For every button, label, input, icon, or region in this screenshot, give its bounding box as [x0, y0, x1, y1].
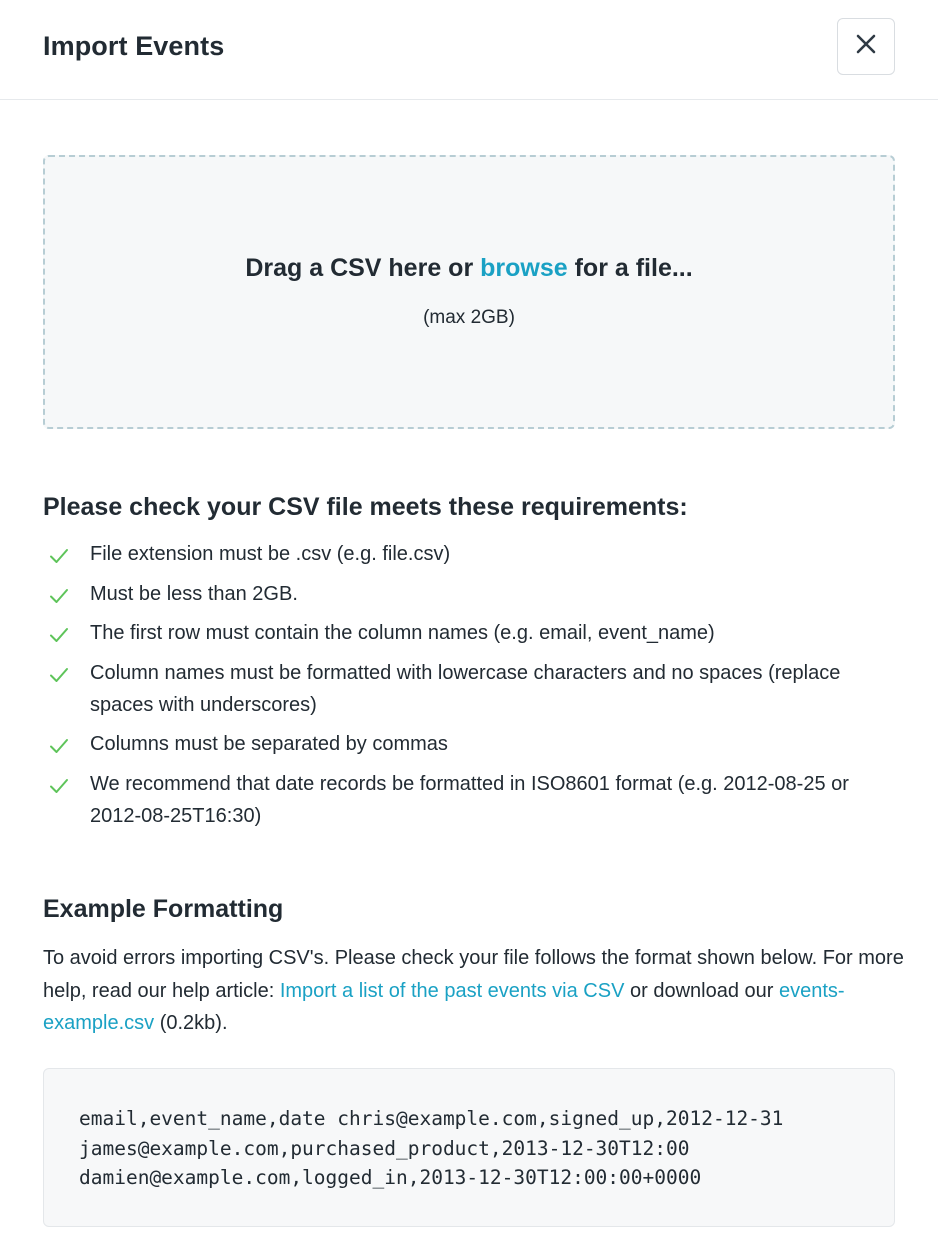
requirement-item — [43, 768, 903, 832]
example-text-1: To avoid errors importing CSV's. Please check your file follows the format shown below. For more help, read our help article: — [43, 947, 904, 1002]
dropzone-text-before: Drag a CSV here or — [245, 254, 481, 282]
requirement-item — [43, 578, 903, 610]
download-example-link[interactable]: events-example.csv — [43, 979, 845, 1034]
check-icon — [48, 585, 70, 607]
example-description — [43, 942, 913, 1040]
check-icon — [48, 545, 70, 567]
requirement-label: Must be less than 2GB. — [90, 582, 298, 605]
requirement-item — [43, 657, 903, 721]
example-text-2: or download our — [624, 979, 779, 1002]
check-icon — [48, 664, 70, 686]
help-article-link[interactable]: Import a list of the past events via CSV — [279, 979, 625, 1002]
requirement-label: File extension must be .csv (e.g. file.csv) — [90, 543, 451, 565]
code-line: email,event_name,date chris@example.com,signed_up,2012-12-31 — [79, 1107, 784, 1130]
requirement-label: We recommend that date records be formatted in ISO8601 format (e.g. 2012-08-25 or 2012-08-25T16:30) — [90, 772, 849, 827]
check-icon — [48, 624, 70, 646]
code-example — [43, 1068, 895, 1227]
dropzone-instructions — [45, 254, 893, 283]
requirement-item — [43, 617, 903, 649]
requirements-heading: Please check your CSV file meets these requirements: — [43, 493, 688, 521]
check-icon — [48, 775, 70, 797]
close-button[interactable] — [837, 18, 895, 75]
max-size-note: (max 2GB) — [423, 307, 515, 328]
dropzone-text-after: for a file... — [567, 254, 693, 282]
requirements-list — [43, 538, 903, 839]
requirement-label: The first row must contain the column names (e.g. email, event_name) — [90, 622, 715, 644]
close-icon — [856, 34, 876, 59]
file-dropzone[interactable] — [43, 155, 895, 429]
check-icon — [48, 735, 70, 757]
requirement-label: Column names must be formatted with lowercase characters and no spaces (replace spaces with underscores) — [90, 661, 841, 716]
modal-header — [0, 0, 938, 100]
example-text-3: (0.2kb). — [154, 1012, 228, 1034]
requirement-label: Columns must be separated by commas — [90, 733, 448, 755]
requirement-item — [43, 538, 903, 570]
code-line: james@example.com,purchased_product,2013-12-30T12:00 — [79, 1136, 690, 1160]
code-line: damien@example.com,logged_in,2013-12-30T12:00:00+0000 — [79, 1166, 702, 1189]
modal-title: Import Events — [43, 31, 225, 61]
browse-link[interactable]: browse — [480, 254, 568, 282]
example-heading: Example Formatting — [43, 895, 284, 923]
requirement-item — [43, 728, 903, 760]
